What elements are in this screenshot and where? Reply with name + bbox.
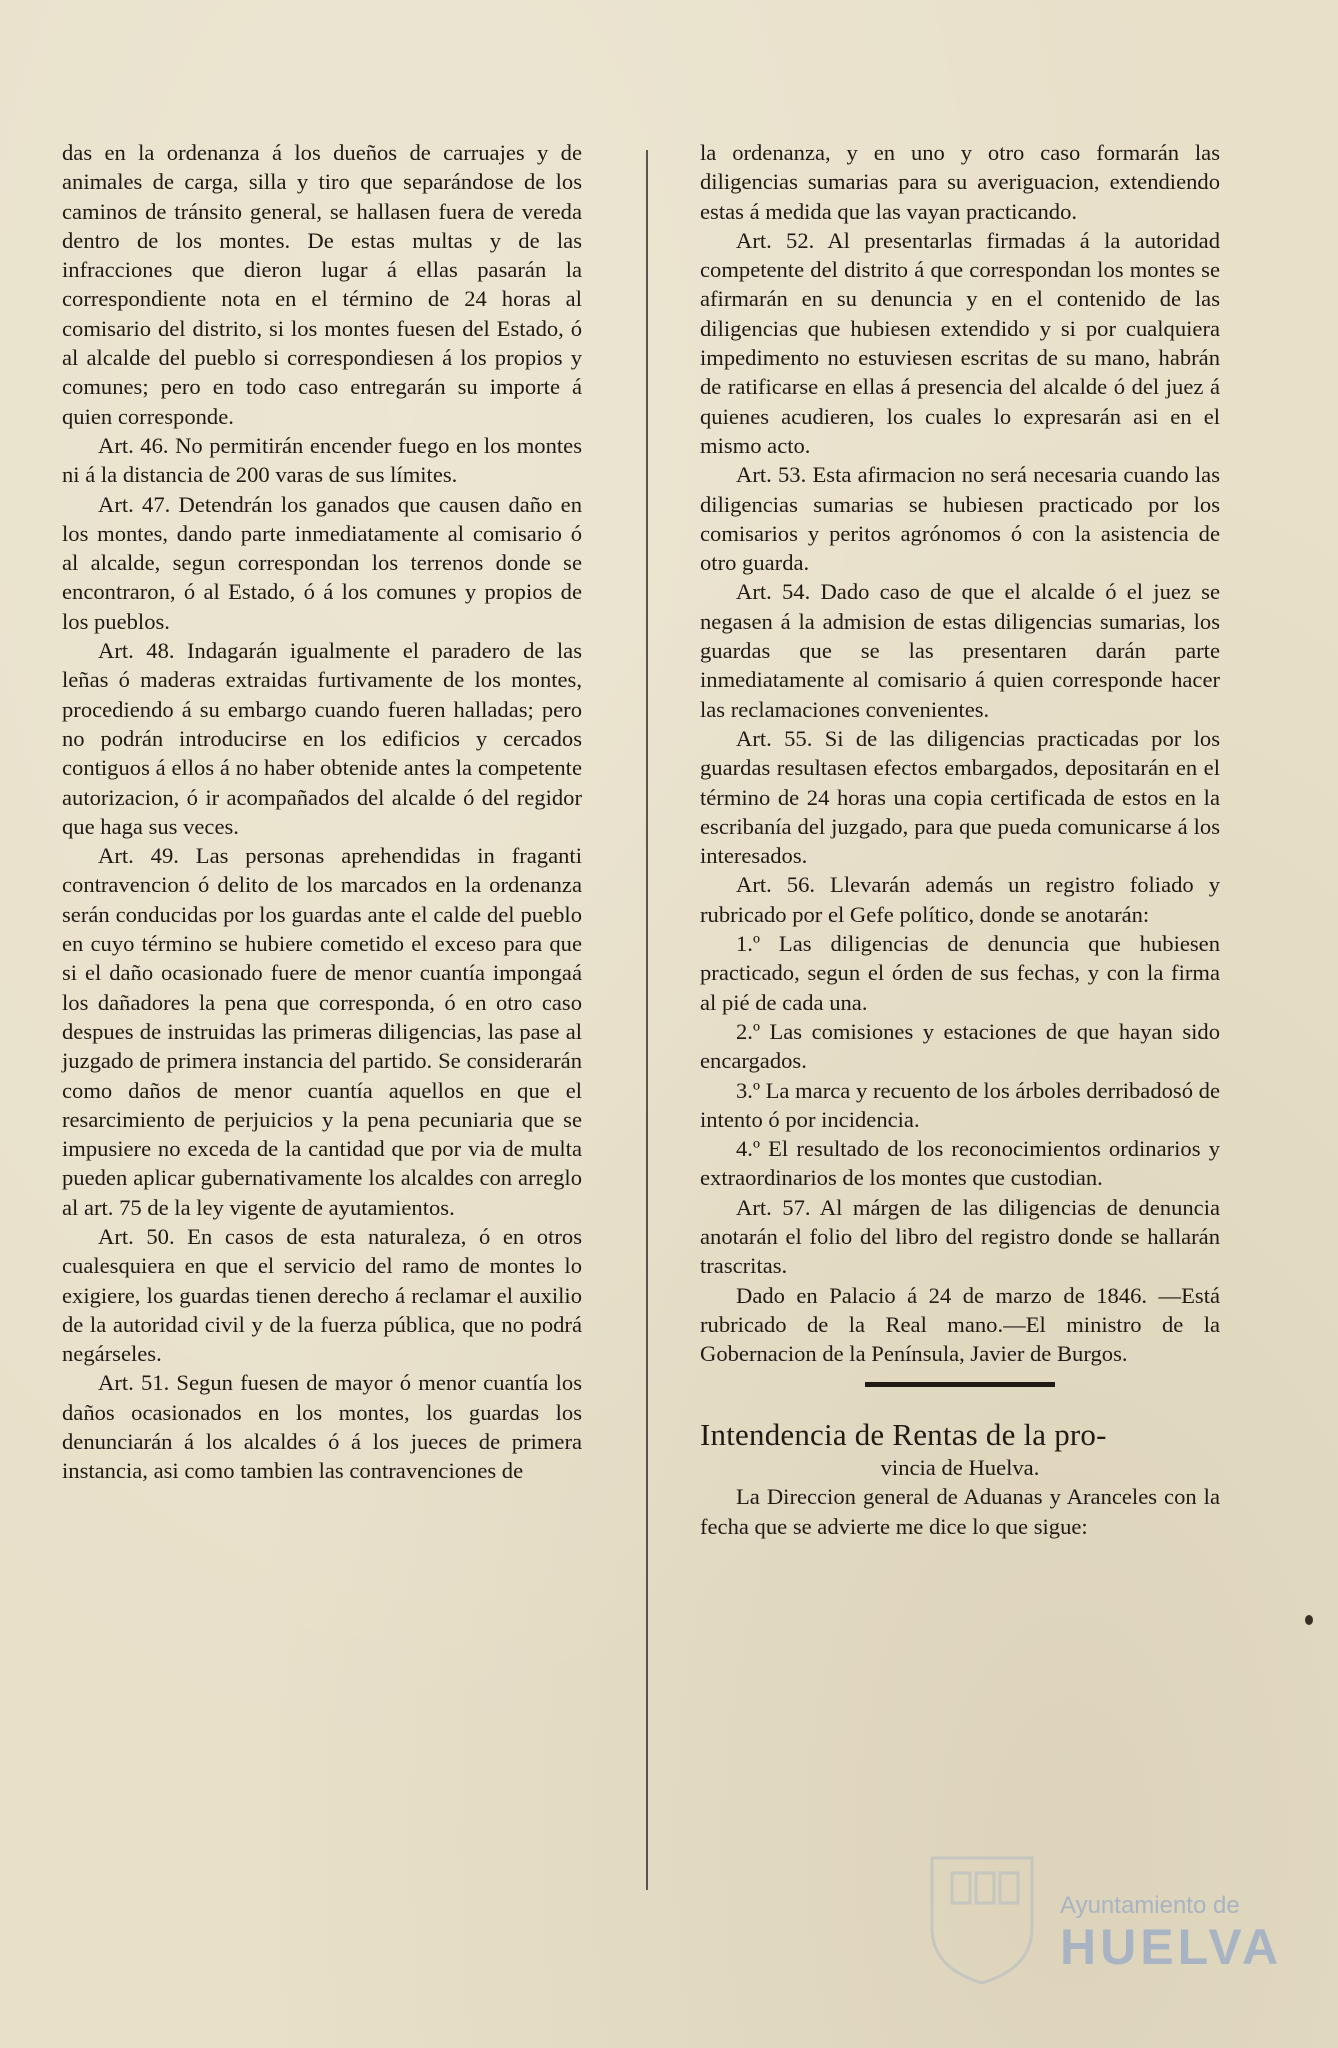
article-55: Art. 55. Si de las diligencias practicadas por los guardas resultasen efectos embargados, depositarán en el término de 24 horas una copia certificada de estos en la escribanía del juzgado, para que pueda comunicarse á los interesados. (700, 725, 1220, 869)
article-54: Art. 54. Dado caso de que el alcalde ó el juez se negasen á la admision de estas diligencias sumarias, los guardas que se las presentaren darán parte inmediatamente al comisario á quien corresponde hacer las reclamaciones convenientes. (700, 579, 1220, 722)
article-50: Art. 50. En casos de esta naturaleza, ó en otros cualesquiera en que el servicio del ramo de montes lo exigiere, los guardas tienen derecho á reclamar el auxilio de la autoridad civil y de la fuerza pública, que no podrá negárseles. (62, 1223, 582, 1367)
section-subtitle: vincia de Huelva. (880, 1455, 1040, 1481)
watermark-text-line-1: Ayuntamiento de (1060, 1892, 1240, 1919)
register-item-1: 1.º Las diligencias de denuncia que hubiesen practicado, segun el órden de sus fechas, y con la firma al pié de cada una. (700, 931, 1220, 1015)
article-47: Art. 47. Detendrán los ganados que causen daño en los montes, dando parte inmediatamente al comisario ó al alcalde, segun correspondan los terrenos donde se encontraron, ó al Estado, ó á los comunes y propios de los pueblos. (62, 491, 582, 634)
watermark-text-line-2: HUELVA (1060, 1919, 1283, 1975)
article-52: Art. 52. Al presentarlas firmadas á la autoridad competente del distrito á que correspondan los montes se afirmarán en su denuncia y en el contenido de las diligencias que hubiesen extendido y si por cualquiera impedimento no estuviesen escritas de su mano, habrán de ratificarse en ellas á presencia del alcalde ó del juez á quienes acudieren, los cuales lo expresarán asi en el mismo acto. (700, 227, 1220, 458)
section-title: Intendencia de Rentas de la pro- (700, 1417, 1107, 1453)
register-item-2: 2.º Las comisiones y estaciones de que hayan sido encargados. (700, 1018, 1220, 1074)
register-item-3: 3.º La marca y recuento de los árboles derribadosó de intento ó por incidencia. (700, 1077, 1220, 1132)
article-46: Art. 46. No permitirán encender fuego en los montes ni á la distancia de 200 varas de sus límites. (62, 432, 582, 488)
column-divider (646, 150, 648, 1890)
article-51: Art. 51. Segun fuesen de mayor ó menor cuantía los daños ocasionados en los montes, los guardas los denunciarán á los alcaldes ó á los jueces de primera instancia, asi como tambien las contravenciones de (62, 1370, 582, 1484)
section-body: La Direccion general de Aduanas y Aranceles con la fecha que se advierte me dice lo que sigue: (700, 1484, 1220, 1539)
left-paragraph-0: das en la ordenanza á los dueños de carruajes y de animales de carga, silla y tiro que separándose de los caminos de tránsito general, se hallasen fuera de vereda dentro de los montes. De estas multas y de las infracciones que dieron lugar á ellas pasarán la correspondiente nota en el término de 24 horas al comisario del distrito, si los montes fuesen del Estado, ó al alcalde del pueblo si correspondiesen á los propios y comunes; pero en todo caso entregarán su importe á quien corresponde. (62, 140, 582, 429)
ink-spot (1305, 1615, 1313, 1625)
right-paragraph-0: la ordenanza, y en uno y otro caso formarán las diligencias sumarias para su averiguacion, extendiendo estas á medida que las vayan practicando. (700, 140, 1220, 224)
article-53: Art. 53. Esta afirmacion no será necesaria cuando las diligencias sumarias se hubiesen practicado por los comisarios y peritos agrónomos ó con la asistencia de otro guarda. (700, 462, 1220, 576)
right-column (700, 138, 1220, 1541)
article-57: Art. 57. Al márgen de las diligencias de denuncia anotarán el folio del libro del registro donde se hallarán trascritas. (700, 1194, 1220, 1279)
register-item-4: 4.º El resultado de los reconocimientos ordinarios y extraordinarios de los montes que custodian. (700, 1136, 1220, 1191)
left-column (62, 138, 582, 1486)
closing-signature: Dado en Palacio á 24 de marzo de 1846. —Está rubricado de la Real mano.—El ministro de la Gobernacion de la Península, Javier de Burgos. (700, 1282, 1220, 1367)
article-49: Art. 49. Las personas aprehendidas in fraganti contravencion ó delito de los marcados en la ordenanza serán conducidas por los guardas ante el calde del pueblo en cuyo término se hubiere cometido el exceso para que si el daño ocasionado fuere de menor cuantía impongaá los dañadores la pena que corresponda, ó en otro caso despues de instruidas las primeras diligencias, las pase al juzgado de primera instancia del partido. Se considerarán como daños de menor cuantía aquellos en que el resarcimiento de perjuicios y la pena pecuniaria que se impusiere no exceda de la cantidad que por via de multa pueden aplicar gubernativamente los alcaldes con arreglo al art. 75 de la ley vigente de ayutamientos. (62, 843, 582, 1220)
section-rule (865, 1382, 1055, 1387)
article-48: Art. 48. Indagarán igualmente el paradero de las leñas ó maderas extraidas furtivamente de los montes, procediendo á su embargo cuando fueren halladas; pero no podrán introducirse en los edificios y cercados contiguos á ellos á no haber obtenide antes la competente autorizacion, ó ir acompañados del alcalde ó del regidor que haga sus veces. (62, 638, 582, 839)
article-56: Art. 56. Llevarán además un registro foliado y rubricado por el Gefe político, donde se anotarán: (700, 872, 1220, 927)
